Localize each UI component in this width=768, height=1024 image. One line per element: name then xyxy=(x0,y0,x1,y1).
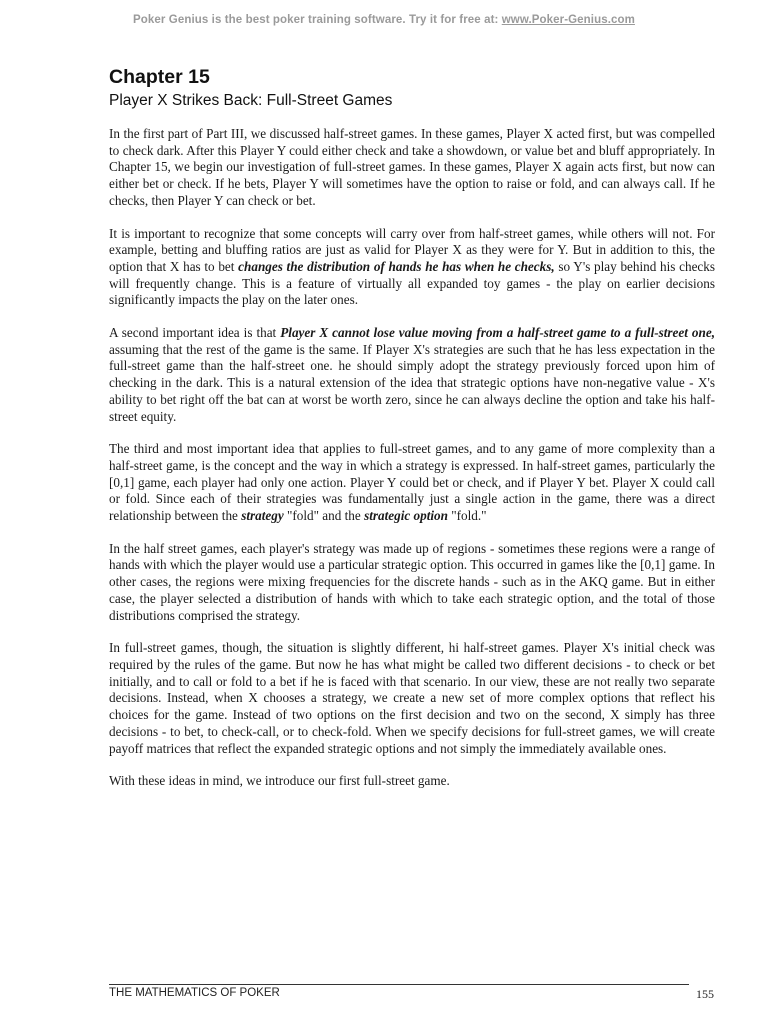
paragraph-3-text-a: A second important idea is that xyxy=(109,325,281,341)
paragraph-6: In full-street games, though, the situation is slightly different, hi half-street games. Player X's initial check was required by the rules of the game. But now he has what might be called two different decisions - to check or bet initially, and to call or fold to a bet if he is faced with that scenario. In our view, these are not really two separate decisions. Instead, when X chooses a strategy, we create a new set of more complex options that reflect his choices for the game. Instead of two options on the first decision and two on the second, X simply has three decisions - to bet, to check-call, or to check-fold. When we specify decisions for full-street games, we will create payoff matrices that reflect the expanded strategic options and not simply the immediately available ones. xyxy=(109,640,715,756)
promo-banner-text: Poker Genius is the best poker training software. Try it for free at: xyxy=(133,14,502,26)
paragraph-4-text-b: "fold" and the xyxy=(283,508,365,524)
paragraph-2-emphasis: changes the distribution of hands he has when he checks, xyxy=(238,258,555,274)
paragraph-4-text-a: The third and most important idea that applies to full-street games, and to any game of more complexity than a half-street game, is the concept and the way in which a strategy is expressed. In half-street games, particularly the [0,1] game, each player had only one action. Player Y could bet or check, and if Player Y bet. Player X could call or fold. Since each of their strategies was fundamentally just a single action in the game, there was a direct relationship between the xyxy=(109,441,715,524)
paragraph-2-text-b: so Y's play behind his checks will frequently change. This is a feature of virtually all expanded toy games - the play on earlier decisions significantly impacts the play on the later ones. xyxy=(109,258,715,308)
paragraph-4 xyxy=(109,441,715,525)
footer-book-title: THE MATHEMATICS OF POKER xyxy=(109,987,280,999)
paragraph-5: In the half street games, each player's strategy was made up of regions - sometimes these regions were a range of hands with which the player would use a particular strategic option. This occurred in games like the [0,1] game. In other cases, the regions were mixing frequencies for the discrete hands - such as in the AKQ game. But in either case, the player selected a distribution of hands with which to take each strategic option, and the total of those distributions comprised the strategy. xyxy=(109,540,715,623)
page-number: 155 xyxy=(696,987,714,1001)
footer-rule xyxy=(109,984,689,985)
body-text xyxy=(109,126,715,806)
paragraph-4-emphasis-1: strategy xyxy=(241,508,284,524)
chapter-subtitle: Player X Strikes Back: Full-Street Games xyxy=(109,92,393,109)
paragraph-3 xyxy=(109,325,715,425)
promo-banner xyxy=(0,14,768,26)
paragraph-7: With these ideas in mind, we introduce our first full-street game. xyxy=(109,773,450,789)
paragraph-1: In the first part of Part III, we discussed half-street games. In these games, Player X acted first, but was compelled to check dark. After this Player Y could either check and take a showdown, or value bet and bluff appropriately. In Chapter 15, we begin our investigation of full-street games. In these games, Player X again acts first, but now can either bet or check. If he bets, Player Y will sometimes have the option to raise or fold, and can always call. If he checks, then Player Y can check or bet. xyxy=(109,126,715,208)
paragraph-2-text-a: It is important to recognize that some concepts will carry over from half-street games, while others will not. For example, betting and bluffing ratios are just as valid for Player X as they were for Y. But in addition to this, the option that X has to bet xyxy=(109,225,715,274)
chapter-heading: Chapter 15 xyxy=(109,66,210,88)
paragraph-2 xyxy=(109,226,715,310)
promo-banner-link[interactable]: www.Poker-Genius.com xyxy=(501,14,635,26)
paragraph-3-text-b: assuming that the rest of the game is the same. If Player X's strategies are such that he has less expectation in the full-street game than the half-street one. he should simply adopt the strategy previously forced upon him of checking in the dark. This is a natural extension of the idea that strategic options have non-negative value - X's ability to bet right off the bat can at worst be worth zero, since he can always decline the option and take his half-street equity. xyxy=(109,341,715,424)
paragraph-3-emphasis: Player X cannot lose value moving from a half-street game to a full-street one, xyxy=(280,325,715,341)
paragraph-4-emphasis-2: strategic option xyxy=(364,508,448,524)
paragraph-4-text-c: "fold." xyxy=(447,508,487,524)
